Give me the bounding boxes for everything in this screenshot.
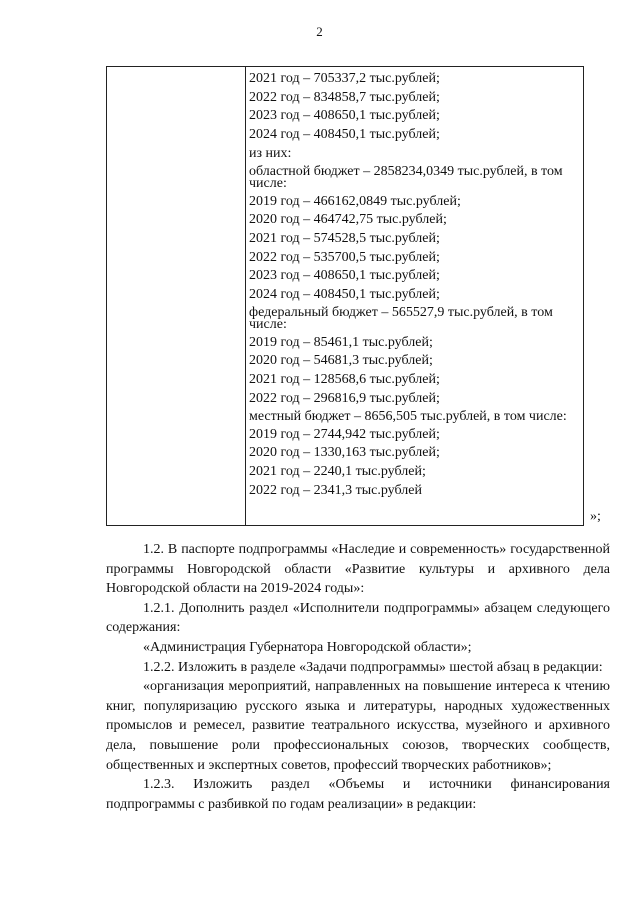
paragraph: 1.2.2. Изложить в разделе «Задачи подпрограммы» шестой абзац в редакции: [143,659,603,675]
table-line: 2021 год – 128568,6 тыс.рублей; [249,372,440,388]
table-line: 2022 год – 834858,7 тыс.рублей; [249,89,440,105]
financing-table [106,66,584,526]
table-line: 2020 год – 464742,75 тыс.рублей; [249,212,447,228]
table-line: из них: [249,145,292,161]
table-column-divider [245,67,246,525]
table-line: 2024 год – 408450,1 тыс.рублей; [249,127,440,143]
paragraph: «организация мероприятий, направленных на повышение интереса к чтению книг, популяризацию русского языка и литературы, народных художественных промыслов и ремесел, развитие театрального искусства, музейного и архивного дела, повышение роли профессиональных союзов, творческих сообществ, общественных и экспертных советов, профессий творческих работников»; [106,679,610,773]
table-line: местный бюджет – 8656,505 тыс.рублей, в том числе: [249,408,567,424]
table-line: 2023 год – 408650,1 тыс.рублей; [249,268,440,284]
table-line: 2020 год – 54681,3 тыс.рублей; [249,353,433,369]
table-line: 2022 год – 296816,9 тыс.рублей; [249,390,440,406]
paragraph: 1.2. В паспорте подпрограммы «Наследие и современность» государственной программы Новгородской области «Развитие культуры и архивного дела Новгородской области на 2019-2024 годы»: [106,542,610,597]
paragraph: «Администрация Губернатора Новгородской области»; [143,639,472,655]
paragraph: 1.2.1. Дополнить раздел «Исполнители подпрограммы» абзацем следующего содержания: [106,600,610,636]
table-line: 2021 год – 705337,2 тыс.рублей; [249,71,440,86]
table-line: федеральный бюджет – 565527,9 тыс.рублей, в том числе: [249,304,553,332]
table-line: 2022 год – 535700,5 тыс.рублей; [249,249,440,265]
table-line: 2019 год – 2744,942 тыс.рублей; [249,426,440,442]
table-line: 2019 год – 85461,1 тыс.рублей; [249,334,433,350]
table-line: 2022 год – 2341,3 тыс.рублей [249,482,422,498]
table-closing-quote: »; [590,509,601,524]
table-line: 2024 год – 408450,1 тыс.рублей; [249,287,440,303]
table-right-cell [249,70,579,500]
table-line: 2019 год – 466162,0849 тыс.рублей; [249,193,461,209]
page-number: 2 [316,24,323,39]
table-line: областной бюджет – 2858234,0349 тыс.рублей, в том числе: [249,163,563,191]
table-line: 2021 год – 2240,1 тыс.рублей; [249,463,426,479]
table-line: 2023 год – 408650,1 тыс.рублей; [249,108,440,124]
document-body [106,540,610,814]
paragraph: 1.2.3. Изложить раздел «Объемы и источники финансирования подпрограммы с разбивкой по годам реализации» в редакции: [106,777,610,812]
table-line: 2021 год – 574528,5 тыс.рублей; [249,230,440,246]
table-line: 2020 год – 1330,163 тыс.рублей; [249,445,440,461]
